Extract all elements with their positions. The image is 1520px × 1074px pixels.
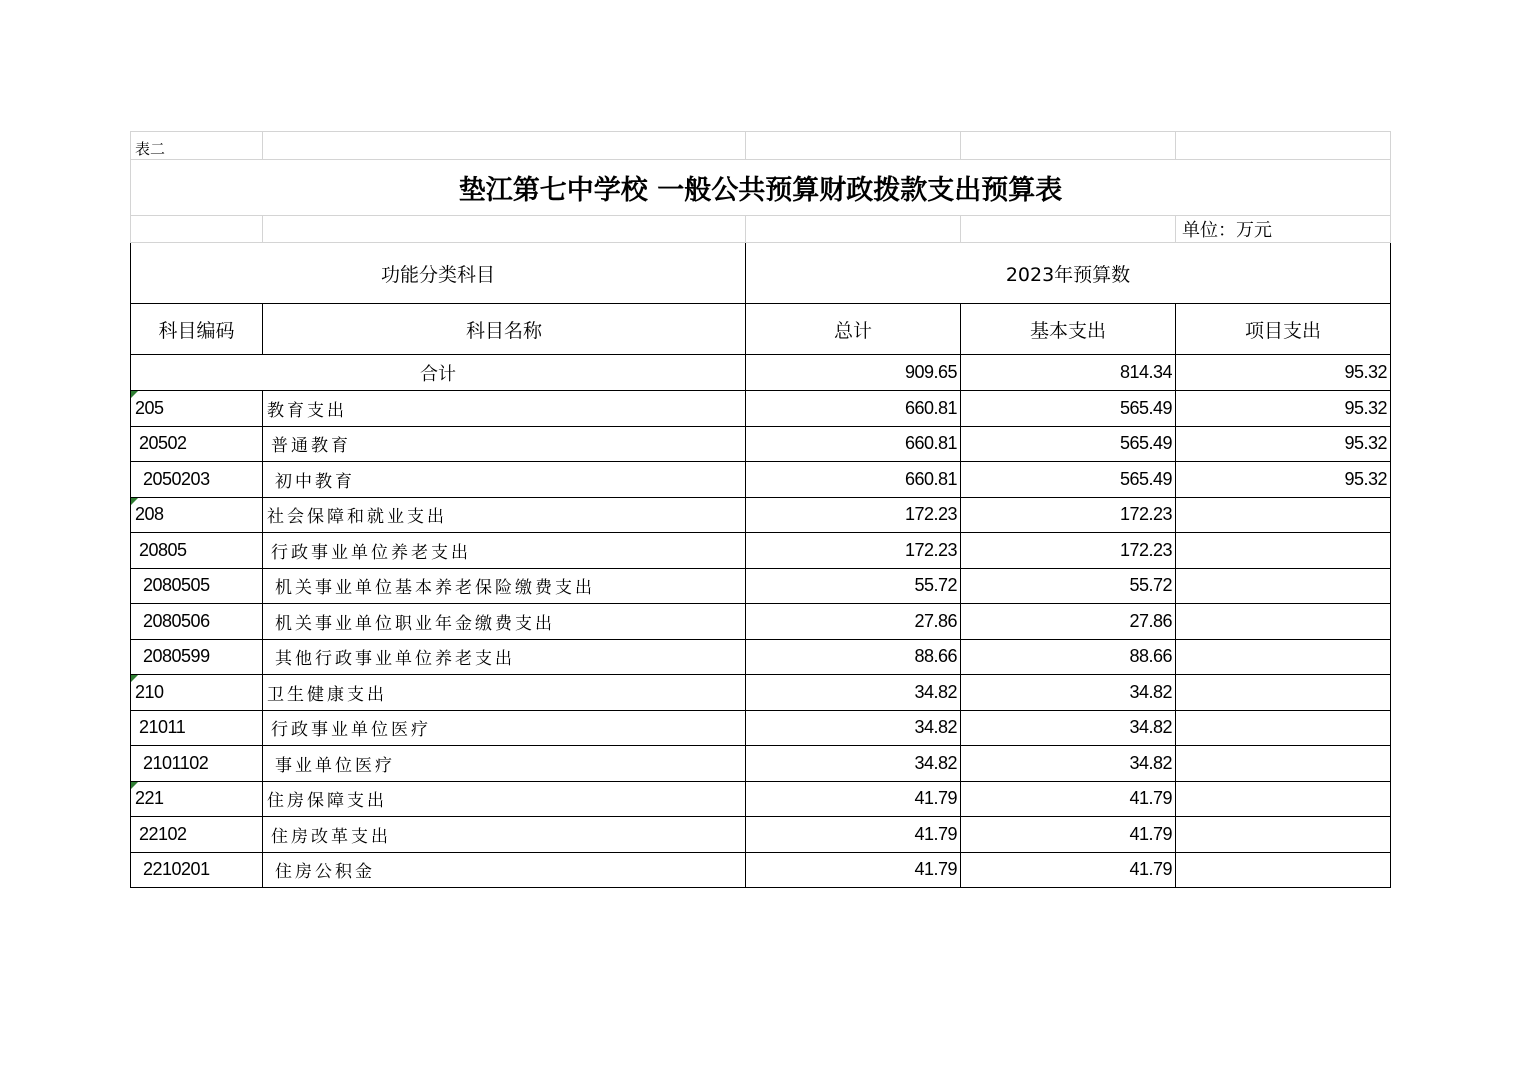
row-name: 行政事业单位医疗 — [263, 710, 746, 746]
table-row — [131, 817, 1391, 853]
row-basic: 34.82 — [961, 675, 1176, 711]
row-project — [1176, 746, 1391, 782]
table-row — [131, 462, 1391, 498]
budget-table — [130, 131, 1391, 888]
table-row — [131, 497, 1391, 533]
header-name: 科目名称 — [263, 304, 746, 355]
row-total: 34.82 — [746, 710, 961, 746]
row-name: 住房改革支出 — [263, 817, 746, 853]
table-tag: 表二 — [131, 132, 263, 160]
row-basic: 27.86 — [961, 604, 1176, 640]
summary-label: 合计 — [131, 355, 746, 391]
row-total: 660.81 — [746, 426, 961, 462]
row-name: 机关事业单位基本养老保险缴费支出 — [263, 568, 746, 604]
row-project: 95.32 — [1176, 391, 1391, 427]
row-basic: 55.72 — [961, 568, 1176, 604]
row-total: 660.81 — [746, 462, 961, 498]
budget-sheet — [130, 131, 1390, 888]
row-total: 660.81 — [746, 391, 961, 427]
table-row — [131, 675, 1391, 711]
unit-label: 单位：万元 — [1176, 216, 1391, 243]
row-code: 205 — [131, 391, 263, 427]
row-code: 21011 — [131, 710, 263, 746]
summary-row — [131, 355, 1391, 391]
table-row — [131, 710, 1391, 746]
row-code: 20805 — [131, 533, 263, 569]
header-func-class: 功能分类科目 — [131, 243, 746, 304]
row-project — [1176, 852, 1391, 888]
row-name: 住房保障支出 — [263, 781, 746, 817]
summary-project: 95.32 — [1176, 355, 1391, 391]
row-project: 95.32 — [1176, 426, 1391, 462]
table-row — [131, 852, 1391, 888]
row-project — [1176, 639, 1391, 675]
row-basic: 565.49 — [961, 391, 1176, 427]
row-basic: 88.66 — [961, 639, 1176, 675]
row-basic: 565.49 — [961, 462, 1176, 498]
row-project — [1176, 675, 1391, 711]
row-name: 其他行政事业单位养老支出 — [263, 639, 746, 675]
row-total: 41.79 — [746, 781, 961, 817]
row-basic: 172.23 — [961, 533, 1176, 569]
row-basic: 565.49 — [961, 426, 1176, 462]
header-total: 总计 — [746, 304, 961, 355]
table-row — [131, 533, 1391, 569]
row-total: 41.79 — [746, 817, 961, 853]
row-project — [1176, 497, 1391, 533]
row-code: 2080506 — [131, 604, 263, 640]
row-name: 教育支出 — [263, 391, 746, 427]
header-code: 科目编码 — [131, 304, 263, 355]
table-row — [131, 639, 1391, 675]
summary-basic: 814.34 — [961, 355, 1176, 391]
row-name: 卫生健康支出 — [263, 675, 746, 711]
row-code: 2080505 — [131, 568, 263, 604]
table-row — [131, 426, 1391, 462]
row-code: 2050203 — [131, 462, 263, 498]
table-row — [131, 391, 1391, 427]
row-code: 22102 — [131, 817, 263, 853]
table-row — [131, 604, 1391, 640]
table-row — [131, 746, 1391, 782]
row-total: 172.23 — [746, 497, 961, 533]
page-title: 垫江第七中学校 一般公共预算财政拨款支出预算表 — [131, 160, 1391, 216]
row-basic: 41.79 — [961, 817, 1176, 853]
header-basic: 基本支出 — [961, 304, 1176, 355]
row-project — [1176, 604, 1391, 640]
row-code: 2210201 — [131, 852, 263, 888]
row-code: 221 — [131, 781, 263, 817]
row-name: 住房公积金 — [263, 852, 746, 888]
row-name: 行政事业单位养老支出 — [263, 533, 746, 569]
row-basic: 41.79 — [961, 852, 1176, 888]
row-project — [1176, 533, 1391, 569]
table-row — [131, 568, 1391, 604]
row-name: 社会保障和就业支出 — [263, 497, 746, 533]
row-code: 208 — [131, 497, 263, 533]
header-budget-year: 2023年预算数 — [746, 243, 1391, 304]
header-project: 项目支出 — [1176, 304, 1391, 355]
row-total: 55.72 — [746, 568, 961, 604]
row-code: 2080599 — [131, 639, 263, 675]
row-code: 2101102 — [131, 746, 263, 782]
row-basic: 172.23 — [961, 497, 1176, 533]
row-total: 34.82 — [746, 746, 961, 782]
row-basic: 34.82 — [961, 710, 1176, 746]
row-total: 172.23 — [746, 533, 961, 569]
row-project — [1176, 817, 1391, 853]
row-total: 41.79 — [746, 852, 961, 888]
row-total: 88.66 — [746, 639, 961, 675]
row-name: 事业单位医疗 — [263, 746, 746, 782]
row-total: 27.86 — [746, 604, 961, 640]
row-name: 机关事业单位职业年金缴费支出 — [263, 604, 746, 640]
row-basic: 41.79 — [961, 781, 1176, 817]
row-code: 20502 — [131, 426, 263, 462]
row-project — [1176, 568, 1391, 604]
summary-total: 909.65 — [746, 355, 961, 391]
row-project — [1176, 781, 1391, 817]
row-project: 95.32 — [1176, 462, 1391, 498]
row-name: 普通教育 — [263, 426, 746, 462]
row-project — [1176, 710, 1391, 746]
table-row — [131, 781, 1391, 817]
row-name: 初中教育 — [263, 462, 746, 498]
row-code: 210 — [131, 675, 263, 711]
row-basic: 34.82 — [961, 746, 1176, 782]
row-total: 34.82 — [746, 675, 961, 711]
